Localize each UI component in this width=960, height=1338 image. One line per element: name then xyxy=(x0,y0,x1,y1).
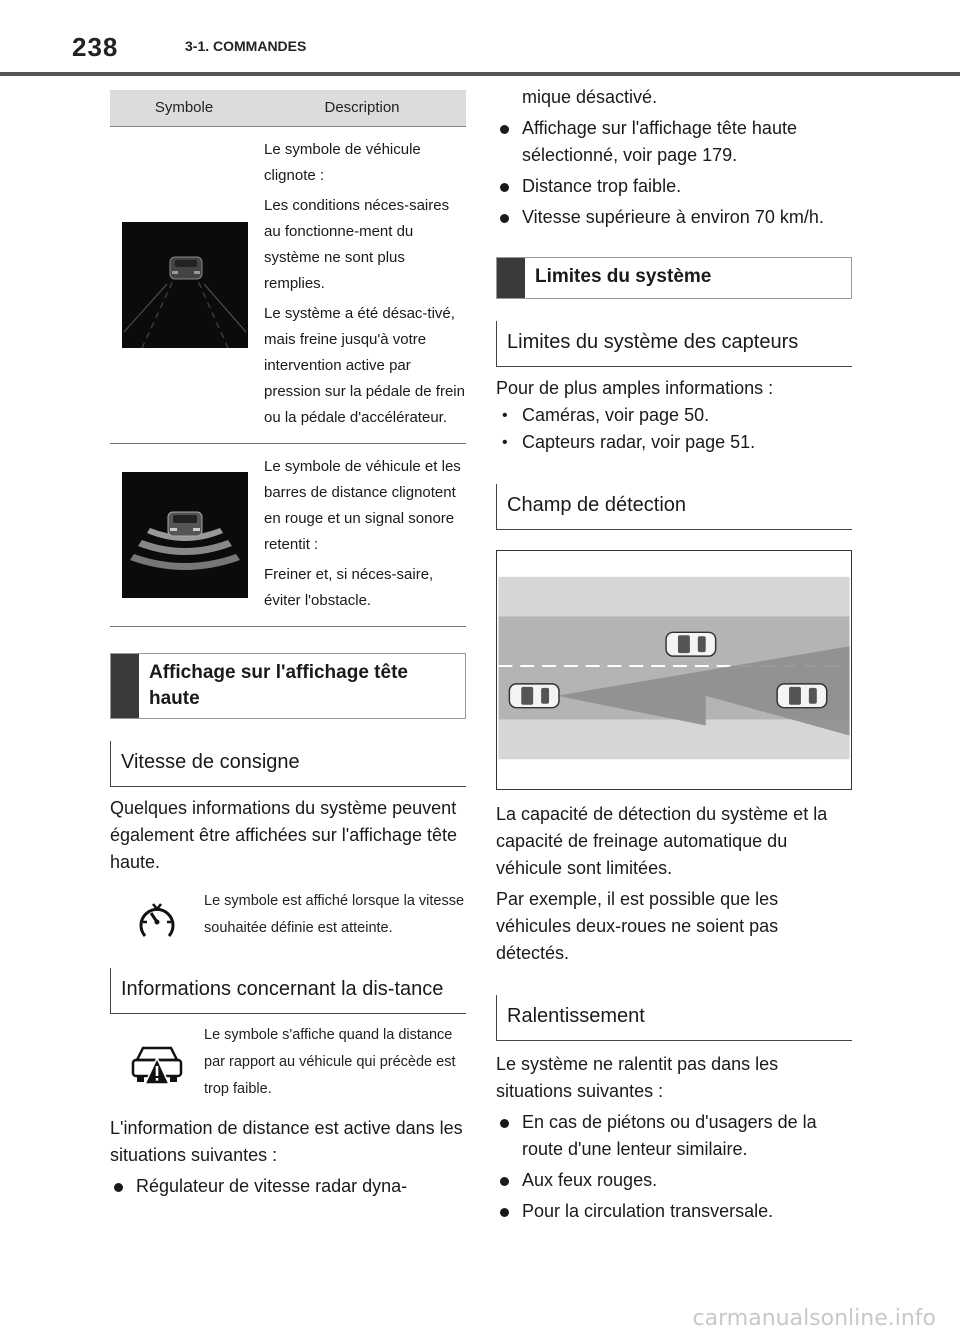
header-rule xyxy=(0,72,960,76)
subheading-target-speed: Vitesse de consigne xyxy=(110,741,466,787)
icon-description: Le symbole s'affiche quand la distance par rapport au véhicule qui précède est trop faible. xyxy=(204,1026,456,1097)
table-row xyxy=(110,443,466,626)
row1-line2: Les conditions néces-saires au fonctionne-ment du système ne sont plus remplies. xyxy=(264,196,450,292)
table-row xyxy=(110,126,466,443)
paragraph: La capacité de détection du système et la capacité de freinage automatique du véhicule sont limitées. xyxy=(496,804,828,878)
page-number: 238 xyxy=(72,32,119,62)
section-title: Affichage sur l'affichage tête haute xyxy=(149,661,408,709)
subheading-slowdown: Ralentissement xyxy=(496,995,852,1041)
list-item: Vitesse supérieure à environ 70 km/h. xyxy=(496,204,852,231)
row1-line3: Le système a été désac-tivé, mais freine jusqu'à votre intervention active par pression sur la pédale de frein ou la pédale d'accélérateur. xyxy=(264,304,465,426)
list-item: Régulateur de vitesse radar dyna- xyxy=(110,1173,466,1200)
car-blinking-icon xyxy=(122,222,248,348)
subheading-detection-field: Champ de détection xyxy=(496,484,852,530)
icon-row-distance xyxy=(110,1022,466,1103)
right-column xyxy=(496,84,852,1225)
paragraph: Quelques informations du système peuvent également être affichées sur l'affichage tête haute. xyxy=(110,797,457,872)
col-symbol-header: Symbole xyxy=(110,90,258,126)
detection-field-diagram xyxy=(496,550,852,790)
list-item: Affichage sur l'affichage tête haute sélectionné, voir page 179. xyxy=(496,115,852,169)
bullet-list xyxy=(496,402,852,456)
car-icon xyxy=(666,632,716,656)
list-item: • Caméras, voir page 50. xyxy=(496,402,852,429)
row2-line1: Le symbole de véhicule et les barres de distance clignotent en rouge et un signal sonore retentit : xyxy=(264,457,461,553)
bullet-list xyxy=(496,1109,852,1225)
watermark: carmanualsonline.info xyxy=(692,1306,936,1331)
list-item: • Capteurs radar, voir page 51. xyxy=(496,429,852,456)
bullet-list xyxy=(496,115,852,231)
paragraph: Par exemple, il est possible que les véhicules deux-roues ne soient pas détectés. xyxy=(496,889,779,963)
section-heading-hud xyxy=(110,653,466,719)
section-heading-limits xyxy=(496,257,852,299)
bullet-list xyxy=(110,1173,466,1200)
speedometer-icon xyxy=(137,902,177,942)
paragraph: Le système ne ralentit pas dans les situations suivantes : xyxy=(496,1054,779,1101)
col-description-header: Description xyxy=(258,90,466,126)
row1-line1: Le symbole de véhicule clignote : xyxy=(264,140,421,184)
car-icon xyxy=(509,684,559,708)
section-header: 3-1. COMMANDES xyxy=(185,38,307,54)
list-item: Aux feux rouges. xyxy=(496,1167,852,1194)
paragraph: L'information de distance est active dans les situations suivantes : xyxy=(110,1117,463,1165)
left-column xyxy=(110,90,466,1200)
subheading-sensor-limits: Limites du système des capteurs xyxy=(496,321,852,367)
row2-line2: Freiner et, si néces-saire, éviter l'obstacle. xyxy=(264,565,434,609)
car-distance-bars-icon xyxy=(122,472,248,598)
paragraph-continuation: mique désactivé. xyxy=(522,87,658,107)
car-warning-icon xyxy=(129,1040,185,1088)
list-item: Distance trop faible. xyxy=(496,173,852,200)
icon-row-speed xyxy=(110,888,466,942)
car-icon xyxy=(777,684,827,708)
list-item: En cas de piétons ou d'usagers de la route d'une lenteur similaire. xyxy=(496,1109,852,1163)
list-item: Pour la circulation transversale. xyxy=(496,1198,852,1225)
paragraph: Pour de plus amples informations : xyxy=(496,378,774,398)
section-title: Limites du système xyxy=(535,266,712,287)
symbol-table xyxy=(110,90,466,627)
subheading-distance-info: Informations concernant la dis-tance xyxy=(110,968,466,1014)
icon-description: Le symbole est affiché lorsque la vitesse souhaitée définie est atteinte. xyxy=(204,892,465,936)
